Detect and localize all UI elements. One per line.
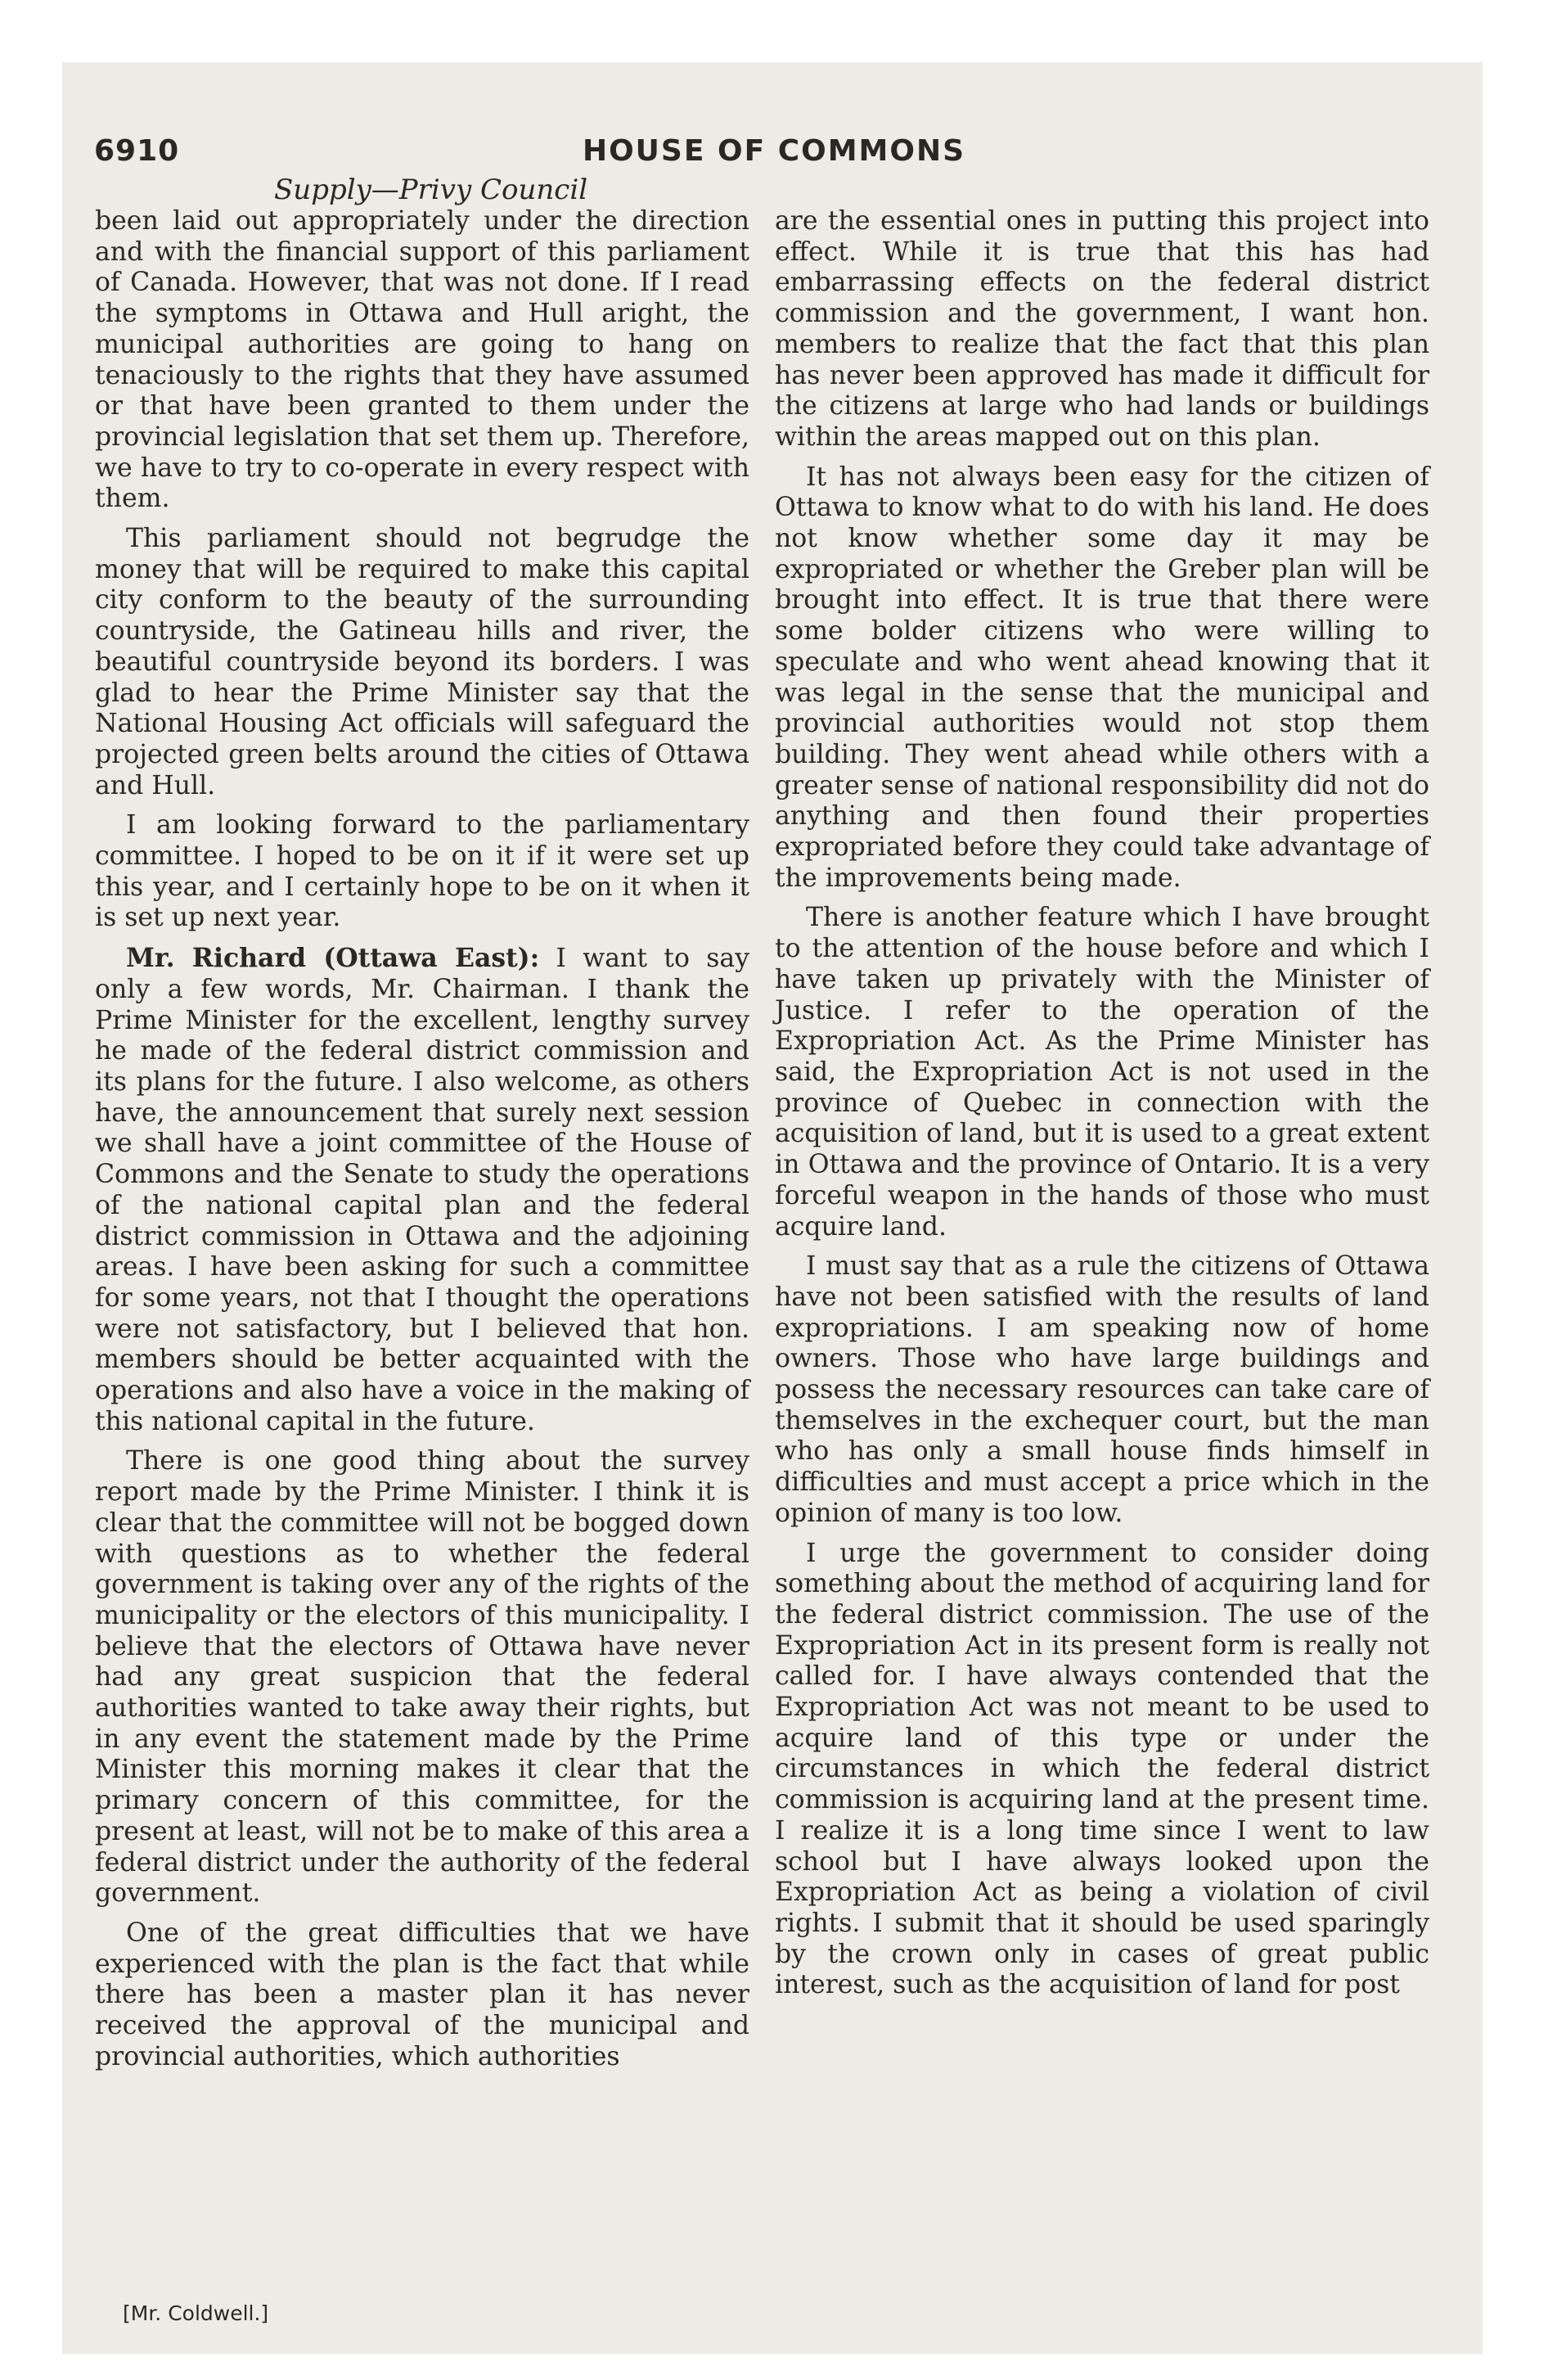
page-number: 6910: [94, 134, 180, 168]
running-head: Supply—Privy Council: [274, 174, 588, 206]
speaker-paragraph: [95, 943, 749, 1437]
paragraph: been laid out appropriately under the direction and with the financial support of this parliament of Canada. However, that was not done. If I read the symptoms in Ottawa and Hull aright, the municipal authorities are going to hang on tenaciously to the rights that they have assumed or that have been granted to them under the provincial legislation that set them up. Therefore, we have to try to co-operate in every respect with them.: [95, 206, 749, 514]
paragraph: I am looking forward to the parliamentary committee. I hoped to be on it if it were set up this year, and I certainly hope to be on it when it is set up next year.: [95, 810, 749, 933]
page-title: HOUSE OF COMMONS: [582, 134, 966, 168]
paragraph: There is one good thing about the survey report made by the Prime Minister. I think it is clear that the committee will not be bogged down with questions as to whether the federal government is taking over any of the rights of the municipality or the electors of this municipality. I believe that the electors of Ottawa have never had any great suspicion that the federal authorities wanted to take away their rights, but in any event the statement made by the Prime Minister this morning makes it clear that the primary concern of this committee, for the present at least, will not be to make of this area a federal district under the authority of the federal government.: [95, 1446, 749, 1909]
paragraph: There is another feature which I have brought to the attention of the house before and which I have taken up privately with the Minister of Justice. I refer to the operation of the Expropriation Act. As the Prime Minister has said, the Expropriation Act is not used in the province of Quebec in connection with the acquisition of land, but it is used to a great extent in Ottawa and the province of Ontario. It is a very forceful weapon in the hands of those who must acquire land.: [775, 903, 1429, 1242]
paragraph: One of the great difficulties that we have experienced with the plan is the fact that while there has been a master plan it has never received the approval of the municipal and provincial authorities, which authorities: [95, 1918, 749, 2071]
paragraph: This parliament should not begrudge the money that will be required to make this capital city conform to the beauty of the surrounding countryside, the Gatineau hills and river, the beautiful countryside beyond its borders. I was glad to hear the Prime Minister say that the National Housing Act officials will safeguard the projected green belts around the cities of Ottawa and Hull.: [95, 524, 749, 800]
paragraph: It has not always been easy for the citizen of Ottawa to know what to do with his land. He does not know whether some day it may be expropriated or whether the Greber plan will be brought into effect. It is true that there were some bolder citizens who were willing to speculate and who went ahead knowing that it was legal in the sense that the municipal and provincial authorities would not stop them building. They went ahead while others with a greater sense of national responsibility did not do anything and then found their properties expropriated before they could take advantage of the improvements being made.: [775, 462, 1429, 893]
footer-speaker-note: [Mr. Coldwell.]: [123, 2301, 269, 2325]
paragraph: are the essential ones in putting this project into effect. While it is true that this has had embarrassing effects on the federal district commission and the government, I want hon. members to realize that the fact that this plan has never been approved has made it difficult for the citizens at large who had lands or buildings within the areas mapped out on this plan.: [775, 206, 1429, 452]
right-column: [775, 206, 1429, 2001]
paragraph: I must say that as a rule the citizens of Ottawa have not been satisfied with the results of land expropriations. I am speaking now of home owners. Those who have large buildings and possess the necessary resources can take care of themselves in the exchequer court, but the man who has only a small house finds himself in difficulties and must accept a price which in the opinion of many is too low.: [775, 1251, 1429, 1528]
left-column: [95, 206, 749, 2072]
speaker-name: Mr. Richard (Ottawa East):: [126, 943, 540, 974]
paragraph: I urge the government to consider doing something about the method of acquiring land for the federal district commission. The use of the Expropriation Act in its present form is really not called for. I have always contended that the Expropriation Act was not meant to be used to acquire land of this type or under the circumstances in which the federal district commission is acquiring land at the present time. I realize it is a long time since I went to law school but I have always looked upon the Expropriation Act as being a violation of civil rights. I submit that it should be used sparingly by the crown only in cases of great public interest, such as the acquisition of land for post: [775, 1538, 1429, 2000]
speech-text: I want to say only a few words, Mr. Chairman. I thank the Prime Minister for the excellent, lengthy survey he made of the federal district commission and its plans for the future. I also welcome, as others have, the announcement that surely next session we shall have a joint committee of the House of Commons and the Senate to study the operations of the national capital plan and the federal district commission in Ottawa and the adjoining areas. I have been asking for such a committee for some years, not that I thought the operations were not satisfactory, but I believed that hon. members should be better acquainted with the operations and also have a voice in the making of this national capital in the future.: [95, 944, 749, 1436]
